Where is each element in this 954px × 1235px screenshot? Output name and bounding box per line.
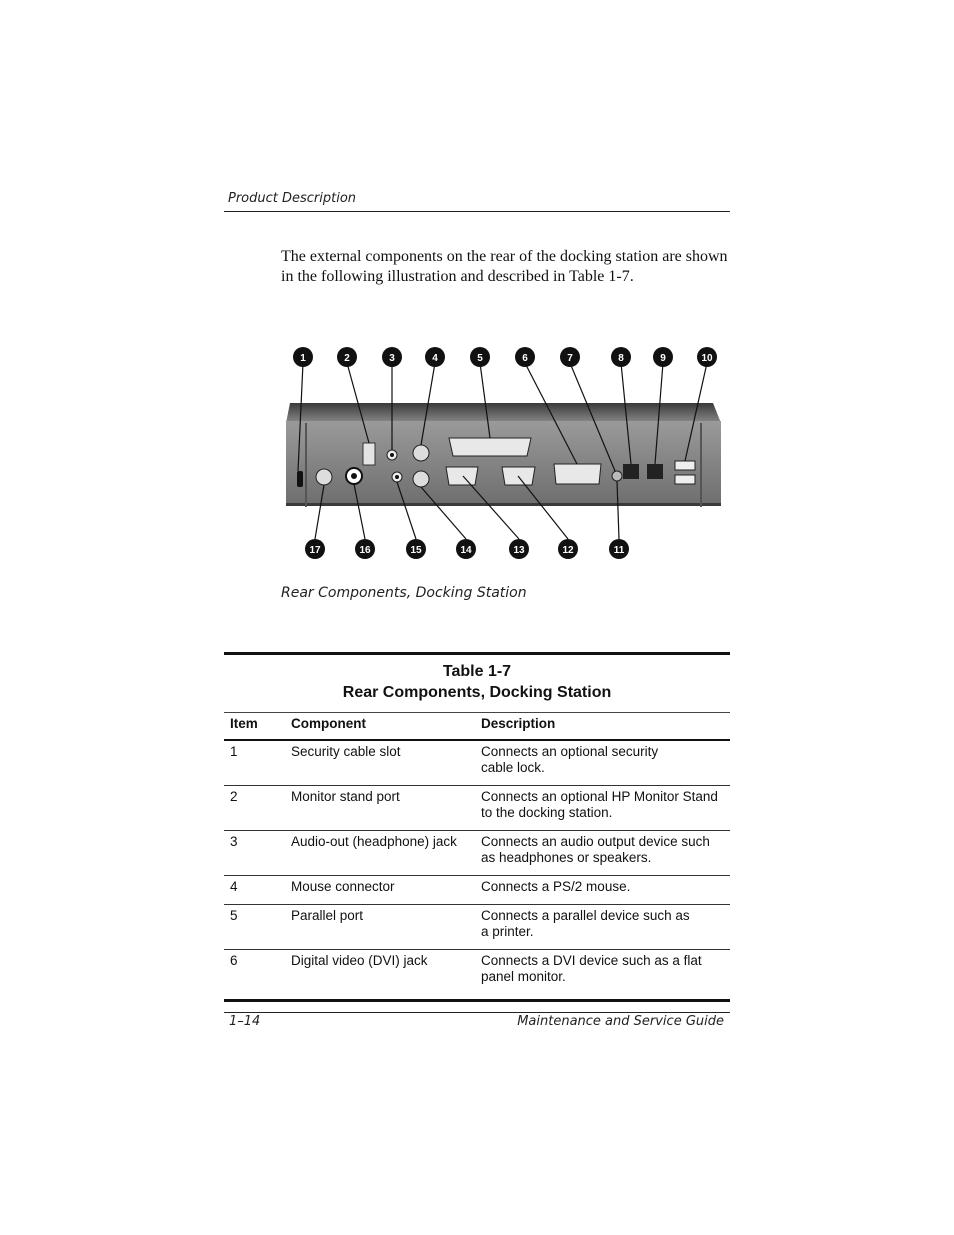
svg-text:5: 5	[477, 353, 483, 364]
table-title	[224, 661, 730, 703]
cell-item: 1	[224, 740, 285, 786]
table-caption: Rear Components, Docking Station	[342, 684, 612, 701]
guide-title: Maintenance and Service Guide	[517, 1014, 724, 1029]
callout-7	[560, 347, 580, 367]
docking-station-figure	[283, 343, 723, 565]
svg-text:16: 16	[359, 545, 371, 556]
cell-component: Audio-out (headphone) jack	[285, 831, 475, 876]
table-number: Table 1-7	[442, 663, 512, 680]
callout-5	[470, 347, 490, 367]
cell-description: Connects an audio output device such as headphones or speakers.	[475, 831, 730, 876]
callout-6	[515, 347, 535, 367]
figure-caption: Rear Components, Docking Station	[281, 585, 527, 601]
callout-9	[653, 347, 673, 367]
callout-11	[609, 539, 629, 559]
cell-item: 4	[224, 876, 285, 905]
intro-paragraph: The external components on the rear of the docking station are shown in the following illustration and described in Table 1-7.	[281, 248, 728, 285]
callout-12	[558, 539, 578, 559]
svg-text:17: 17	[309, 545, 321, 556]
callout-8	[611, 347, 631, 367]
callout-13	[509, 539, 529, 559]
cell-description: Connects an optional HP Monitor Stand to the docking station.	[475, 786, 730, 831]
table-row	[224, 786, 730, 831]
callout-4	[425, 347, 445, 367]
components-table	[224, 713, 730, 1002]
dock-rear-face	[286, 421, 721, 505]
cell-component: Security cable slot	[285, 740, 475, 786]
docking-station-illustration	[283, 343, 723, 565]
col-header-description: Description	[475, 713, 730, 740]
svg-text:9: 9	[660, 353, 666, 364]
cell-component: Digital video (DVI) jack	[285, 950, 475, 1001]
callout-16	[355, 539, 375, 559]
table-row	[224, 876, 730, 905]
table-top-rule	[224, 652, 730, 655]
table-row	[224, 950, 730, 1001]
cell-component: Mouse connector	[285, 876, 475, 905]
running-header: Product Description	[228, 191, 357, 206]
footer-rule	[224, 1012, 730, 1013]
svg-text:4: 4	[432, 353, 438, 364]
callout-14	[456, 539, 476, 559]
cell-description: Connects an optional security cable lock.	[475, 740, 730, 786]
svg-text:8: 8	[618, 353, 624, 364]
monitor-stand-port	[363, 443, 375, 465]
table-header-row	[224, 713, 730, 740]
svg-text:10: 10	[701, 353, 713, 364]
cell-item: 2	[224, 786, 285, 831]
dock-top-surface	[286, 403, 721, 423]
page-number: 1–14	[229, 1014, 261, 1029]
table-row	[224, 740, 730, 786]
callout-15	[406, 539, 426, 559]
svg-text:12: 12	[562, 545, 574, 556]
callout-17	[305, 539, 325, 559]
cell-description: Connects a parallel device such as a printer.	[475, 905, 730, 950]
callout-10	[697, 347, 717, 367]
header-rule	[224, 211, 730, 212]
callout-3	[382, 347, 402, 367]
col-header-item: Item	[224, 713, 285, 740]
cell-item: 5	[224, 905, 285, 950]
svg-text:15: 15	[410, 545, 422, 556]
svg-text:14: 14	[460, 545, 472, 556]
cell-item: 6	[224, 950, 285, 1001]
col-header-component: Component	[285, 713, 475, 740]
cell-component: Parallel port	[285, 905, 475, 950]
svg-text:6: 6	[522, 353, 528, 364]
svg-text:2: 2	[344, 353, 350, 364]
cell-item: 3	[224, 831, 285, 876]
cell-component: Monitor stand port	[285, 786, 475, 831]
svg-text:13: 13	[513, 545, 525, 556]
cell-description: Connects a DVI device such as a flat panel monitor.	[475, 950, 730, 1001]
callout-1	[293, 347, 313, 367]
svg-text:1: 1	[300, 353, 306, 364]
cell-description: Connects a PS/2 mouse.	[475, 876, 730, 905]
svg-text:11: 11	[613, 545, 625, 556]
svg-text:3: 3	[389, 353, 395, 364]
table-row	[224, 831, 730, 876]
table-row	[224, 905, 730, 950]
callout-2	[337, 347, 357, 367]
security-slot	[297, 471, 303, 487]
svg-text:7: 7	[567, 353, 573, 364]
